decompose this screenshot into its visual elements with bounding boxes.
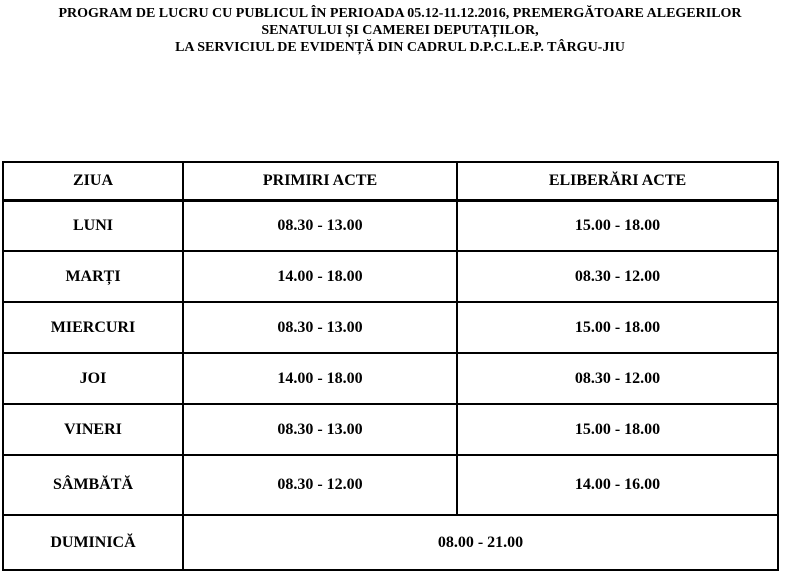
combined-hours-cell: 08.00 - 21.00 <box>183 515 778 570</box>
issuing-hours-cell: 14.00 - 16.00 <box>457 455 778 515</box>
title-line-1: PROGRAM DE LUCRU CU PUBLICUL ÎN PERIOADA 05.12-11.12.2016, PREMERGĂTOARE ALEGERILOR <box>58 6 742 21</box>
issuing-hours-cell: 15.00 - 18.00 <box>457 302 778 353</box>
column-header-day: ZIUA <box>3 162 183 200</box>
table-row <box>3 251 778 302</box>
day-cell: MIERCURI <box>3 302 183 353</box>
issuing-hours-cell: 08.30 - 12.00 <box>457 251 778 302</box>
column-header-receiving: PRIMIRI ACTE <box>183 162 457 200</box>
receiving-hours-cell: 14.00 - 18.00 <box>183 251 457 302</box>
day-cell: JOI <box>3 353 183 404</box>
day-cell: SÂMBĂTĂ <box>3 455 183 515</box>
issuing-hours-cell: 08.30 - 12.00 <box>457 353 778 404</box>
day-cell: DUMINICĂ <box>3 515 183 570</box>
table-row <box>3 200 778 251</box>
day-cell: MARȚI <box>3 251 183 302</box>
table-row <box>3 404 778 455</box>
receiving-hours-cell: 08.30 - 13.00 <box>183 404 457 455</box>
receiving-hours-cell: 14.00 - 18.00 <box>183 353 457 404</box>
table-row <box>3 455 778 515</box>
table-row <box>3 302 778 353</box>
schedule-table <box>2 161 779 571</box>
receiving-hours-cell: 08.30 - 13.00 <box>183 200 457 251</box>
column-header-issuing: ELIBERĂRI ACTE <box>457 162 778 200</box>
receiving-hours-cell: 08.30 - 12.00 <box>183 455 457 515</box>
issuing-hours-cell: 15.00 - 18.00 <box>457 404 778 455</box>
table-header-row <box>3 162 778 200</box>
table-row-sunday <box>3 515 778 570</box>
day-cell: VINERI <box>3 404 183 455</box>
document-title <box>0 5 800 56</box>
table-row <box>3 353 778 404</box>
title-line-3: LA SERVICIUL DE EVIDENȚĂ DIN CADRUL D.P.C.L.E.P. TÂRGU-JIU <box>175 40 625 55</box>
issuing-hours-cell: 15.00 - 18.00 <box>457 200 778 251</box>
title-line-2: SENATULUI ȘI CAMEREI DEPUTAȚILOR, <box>261 23 539 38</box>
day-cell: LUNI <box>3 200 183 251</box>
receiving-hours-cell: 08.30 - 13.00 <box>183 302 457 353</box>
